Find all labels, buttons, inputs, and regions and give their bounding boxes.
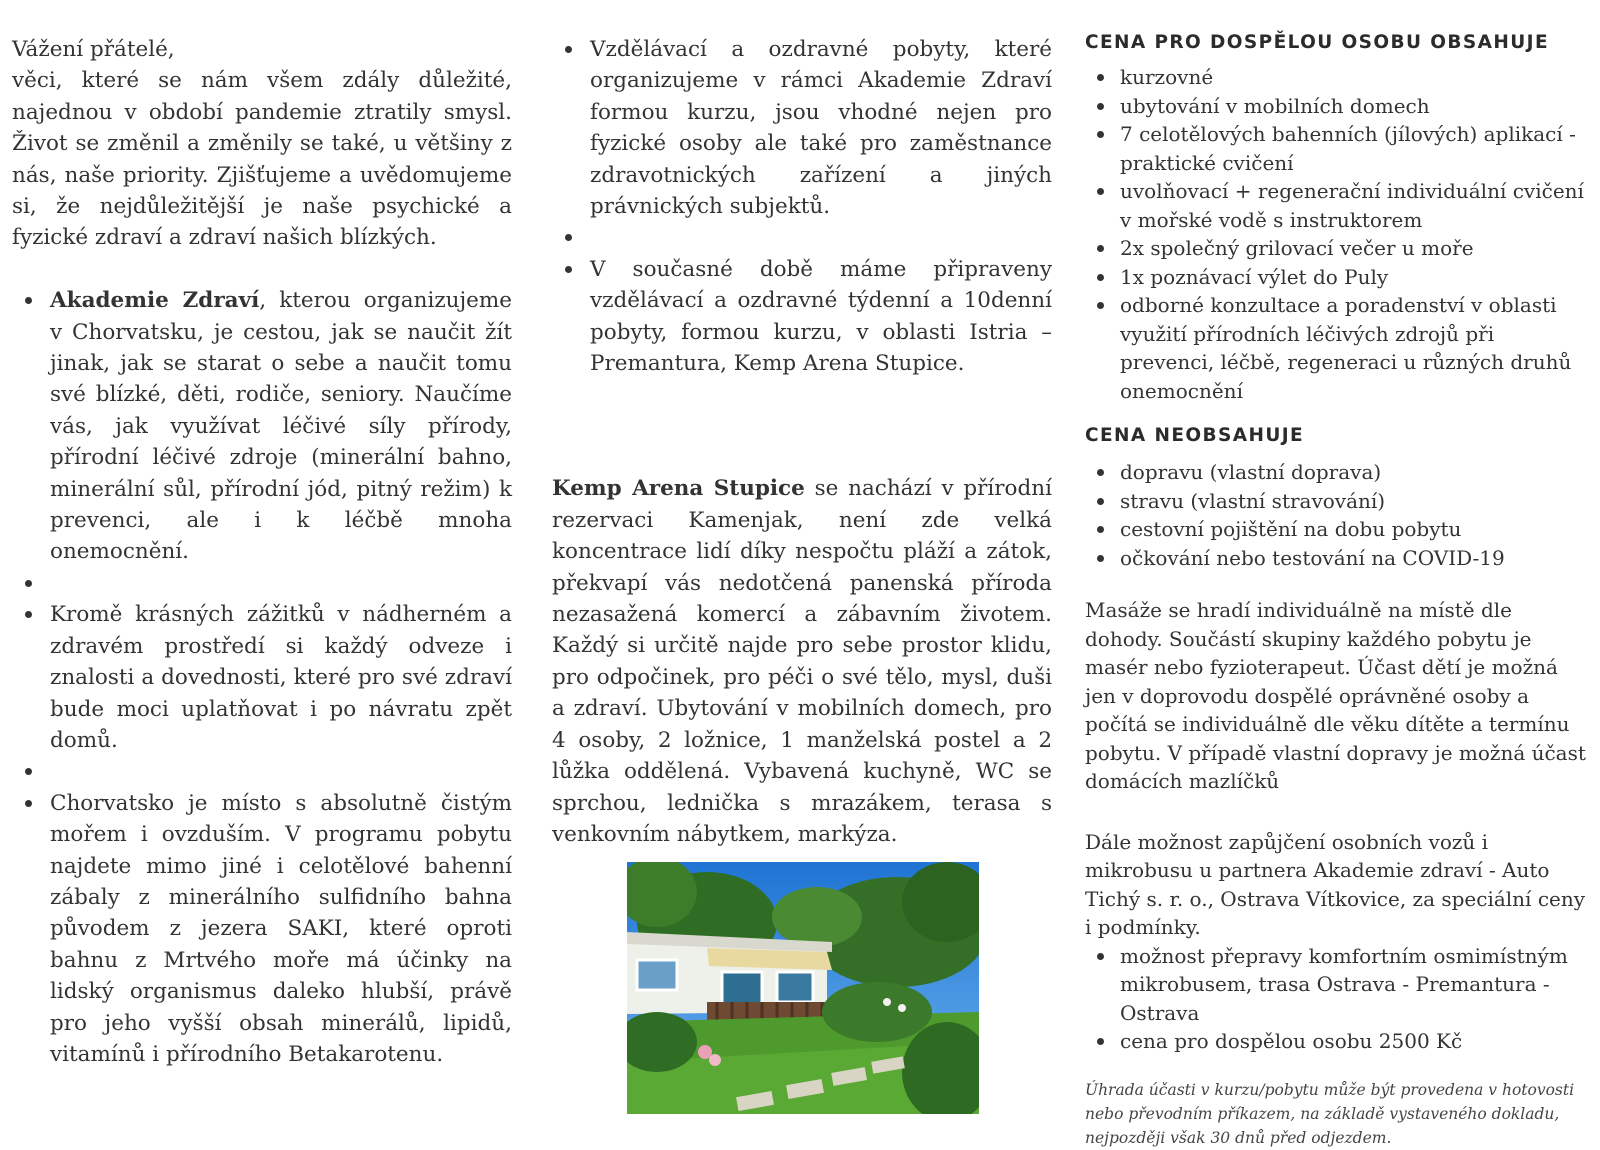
price-includes-item: 2x společný grilovací večer u moře <box>1085 234 1590 263</box>
price-includes-list <box>1085 63 1590 405</box>
intro-greeting: Vážení přátelé, <box>12 37 175 62</box>
column-left <box>12 34 512 1070</box>
intro-paragraph: věci, které se nám všem zdály důležité, najednou v období pandemie ztratily smysl. Život se změnil a změnily se také, u většiny z nás, naše priority. Zjišťujeme a uvědomujeme si, že nejdůležitější je naše psychické a fyzické zdraví a zdraví našich blízkých. <box>12 68 512 251</box>
rental-item: možnost přepravy komfortním osmimístným mikrobusem, trasa Ostrava - Premantura - Ostrava <box>1085 942 1590 1028</box>
price-includes-item: kurzovné <box>1085 63 1590 92</box>
bullet-stays-suitability: Vzdělávací a ozdravné pobyty, které organizujeme v rámci Akademie Zdraví formou kurzu, jsou vhodné nejen pro fyzické osoby ale také pro zaměstnance zdravotnických zařízení a jiných právnických subjektů. <box>552 34 1052 222</box>
price-excludes-list <box>1085 458 1590 572</box>
price-includes-heading: CENA PRO DOSPĚLOU OSOBU OBSAHUJE <box>1085 32 1549 53</box>
rental-item: cena pro dospělou osobu 2500 Kč <box>1085 1027 1590 1056</box>
rental-list <box>1085 942 1590 1056</box>
akademie-name: Akademie Zdraví <box>50 288 260 314</box>
price-excludes-item: cestovní pojištění na dobu pobytu <box>1085 515 1590 544</box>
bullet-current-offer: V současné době máme připraveny vzdělávací a ozdravné týdenní a 10denní pobyty, formou kurzu, v oblasti Istria – Premantura, Kemp Arena Stupice. <box>552 254 1052 380</box>
stay-bullet-list <box>552 34 1052 379</box>
price-includes-item: odborné konzultace a poradenství v oblasti využití přírodních léčivých zdrojů při prevenci, léčbě, regeneraci u různých druhů onemocnění <box>1085 291 1590 405</box>
price-includes-item: 1x poznávací výlet do Puly <box>1085 263 1590 292</box>
price-excludes-heading: CENA NEOBSAHUJE <box>1085 425 1305 446</box>
akademie-description: , kterou organizujeme v Chorvatsku, je cestou, jak se naučit žít jinak, jak se starat o sebe a naučit tomu své blízké, děti, rodiče, seniory. Naučíme vás, jak využívat léčivé síly přírody, přírodní léčivé zdroje (minerální bahno, minerální sůl, přírodní jód, pitný režim) k prevenci, ale i k léčbě mnoha onemocnění. <box>50 288 512 565</box>
column-right <box>1085 32 1590 1150</box>
price-includes-item: 7 celotělových bahenních (jílových) aplikací - praktické cvičení <box>1085 120 1590 177</box>
price-includes-item: ubytování v mobilních domech <box>1085 92 1590 121</box>
bullet-akademie <box>12 285 512 568</box>
camp-text: se nachází v přírodní rezervaci Kamenjak, není zde velká koncentrace lidí díky nespočtu pláží a zátok, překvapí vás nedotčená panenská příroda nezasažená komercí a zábavním životem. Každý si určitě najde pro sebe prostor klidu, pro odpočinek, pro péči o své tělo, mysl, duši a zdraví. Ubytování v mobilních domech, pro 4 osoby, 2 ložnice, 1 manželská postel a 2 lůžka oddělená. Vybavená kuchyně, WC se sprchou, lednička s mrazákem, terasa s venkovním nábytkem, markýza. <box>552 476 1052 847</box>
price-includes-item: uvolňovací + regenerační individuální cvičení v mořské vodě s instruktorem <box>1085 177 1590 234</box>
price-excludes-item: očkování nebo testování na COVID-19 <box>1085 544 1590 573</box>
camp-mobile-home-photo <box>627 862 979 1114</box>
price-excludes-item: stravu (vlastní stravování) <box>1085 487 1590 516</box>
camp-description <box>552 473 1052 850</box>
camp-name: Kemp Arena Stupice <box>552 476 805 502</box>
bullet-croatia: Chorvatsko je místo s absolutně čistým mořem i ovzduším. V programu pobytu najdete mimo jiné i celotělové bahenní zábaly z minerálního sulfidního bahna původem z jezera SAKI, které oproti bahnu z Mrtvého moře má účinky na lidský organismus daleko hlubší, právě pro jeho vyšší obsah minerálů, lipidů, vitamínů i přírodního Betakarotenu. <box>12 788 512 1071</box>
intro-bullet-list <box>12 285 512 1070</box>
column-middle <box>552 34 1052 850</box>
price-excludes-item: dopravu (vlastní doprava) <box>1085 458 1590 487</box>
massage-paragraph: Masáže se hradí individuálně na místě dle dohody. Součástí skupiny každého pobytu je masér nebo fyzioterapeut. Účast dětí je možná jen v doprovodu dospělé oprávněné osoby a počítá se individuálně dle věku dítěte a termínu pobytu. V případě vlastní dopravy je možná účast domácích mazlíčků <box>1085 598 1586 793</box>
bullet-experiences: Kromě krásných zážitků v nádherném a zdravém prostředí si každý odveze i znalosti a dovednosti, které pro své zdraví bude moci uplatňovat i po návratu zpět domů. <box>12 599 512 756</box>
payment-note: Úhrada účasti v kurzu/pobytu může být provedena v hotovosti nebo převodním příkazem, na základě vystaveného dokladu, nejpozději však 30 dnů před odjezdem. <box>1085 1080 1575 1147</box>
rental-paragraph: Dále možnost zapůjčení osobních vozů i mikrobusu u partnera Akademie zdraví - Auto Tichý s. r. o., Ostrava Vítkovice, za speciální ceny i podmínky. <box>1085 829 1586 939</box>
